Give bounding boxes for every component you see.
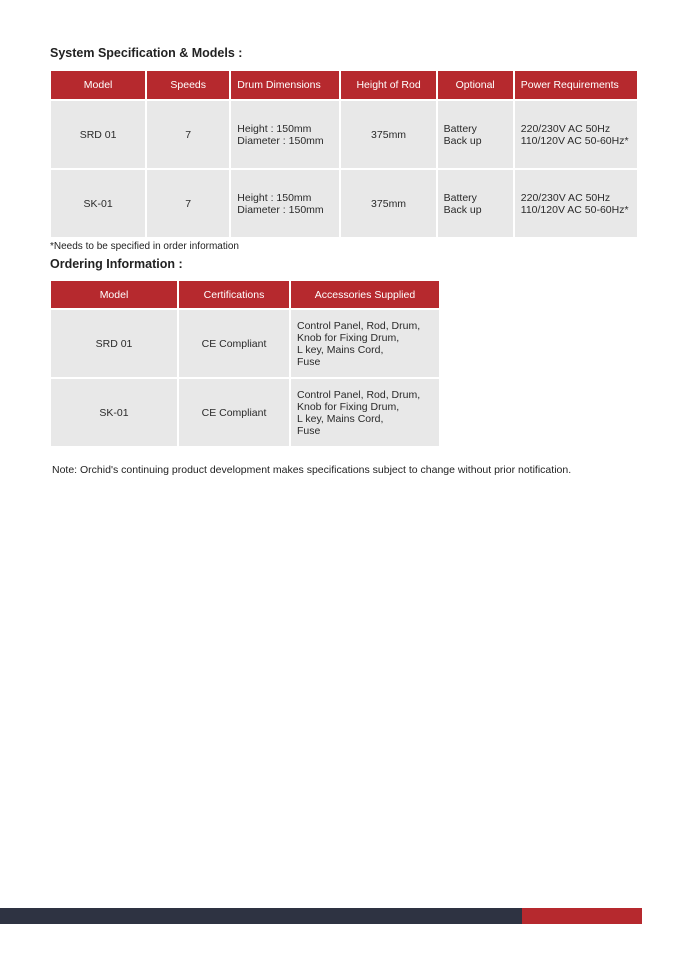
- power-line: 220/230V AC 50Hz: [520, 122, 611, 135]
- optional-cell: [438, 170, 513, 237]
- col-speeds: Speeds: [147, 71, 229, 99]
- certification-cell: CE Compliant: [179, 310, 289, 377]
- spec-header-row: [51, 71, 637, 99]
- power-cell: [515, 170, 637, 237]
- table-row: [51, 379, 439, 446]
- accessories-cell: [291, 310, 439, 377]
- model-cell: SRD 01: [51, 310, 177, 377]
- accessory-line: Control Panel, Rod, Drum,: [297, 388, 421, 401]
- model-cell: SRD 01: [51, 101, 145, 168]
- table-row: [51, 101, 637, 168]
- ordering-table: [49, 279, 441, 448]
- spec-table: [49, 69, 639, 239]
- drum-dimensions-cell: [231, 101, 339, 168]
- col-model: Model: [51, 281, 177, 308]
- power-line: 110/120V AC 50-60Hz*: [520, 203, 629, 216]
- accessory-line: Knob for Fixing Drum,: [297, 331, 400, 344]
- drum-height: Height : 150mm: [237, 122, 312, 135]
- table-row: [51, 170, 637, 237]
- ordering-header-row: [51, 281, 439, 308]
- rod-height-cell: 375mm: [341, 101, 435, 168]
- col-power-requirements: Power Requirements: [515, 71, 637, 99]
- col-certifications: Certifications: [179, 281, 289, 308]
- disclaimer-note: Note: Orchid's continuing product development makes specifications subject to change without prior notification.: [52, 464, 572, 476]
- model-cell: SK-01: [51, 379, 177, 446]
- optional-line: Battery: [443, 122, 477, 135]
- optional-line: Back up: [443, 203, 482, 216]
- drum-diameter: Diameter : 150mm: [237, 203, 324, 216]
- optional-cell: [438, 101, 513, 168]
- spec-footnote: *Needs to be specified in order information: [50, 241, 239, 252]
- col-accessories: Accessories Supplied: [291, 281, 439, 308]
- speeds-cell: 7: [147, 170, 229, 237]
- certification-cell: CE Compliant: [179, 379, 289, 446]
- drum-height: Height : 150mm: [237, 191, 312, 204]
- speeds-cell: 7: [147, 101, 229, 168]
- footer-bar-red: [522, 908, 642, 924]
- accessory-line: L key, Mains Cord,: [297, 343, 384, 356]
- accessory-line: Fuse: [297, 424, 321, 437]
- accessory-line: Knob for Fixing Drum,: [297, 400, 400, 413]
- col-height-of-rod: Height of Rod: [341, 71, 435, 99]
- power-line: 110/120V AC 50-60Hz*: [520, 134, 629, 147]
- col-optional: Optional: [438, 71, 513, 99]
- col-drum-dimensions: Drum Dimensions: [231, 71, 339, 99]
- ordering-heading: Ordering Information :: [50, 257, 183, 271]
- spec-heading: System Specification & Models :: [50, 46, 243, 60]
- drum-dimensions-cell: [231, 170, 339, 237]
- footer-bar-dark: [0, 908, 522, 924]
- accessory-line: L key, Mains Cord,: [297, 412, 384, 425]
- optional-line: Battery: [443, 191, 477, 204]
- rod-height-cell: 375mm: [341, 170, 435, 237]
- power-line: 220/230V AC 50Hz: [520, 191, 611, 204]
- table-row: [51, 310, 439, 377]
- model-cell: SK-01: [51, 170, 145, 237]
- optional-line: Back up: [443, 134, 482, 147]
- accessory-line: Control Panel, Rod, Drum,: [297, 319, 421, 332]
- col-model: Model: [51, 71, 145, 99]
- accessory-line: Fuse: [297, 355, 321, 368]
- drum-diameter: Diameter : 150mm: [237, 134, 324, 147]
- accessories-cell: [291, 379, 439, 446]
- power-cell: [515, 101, 637, 168]
